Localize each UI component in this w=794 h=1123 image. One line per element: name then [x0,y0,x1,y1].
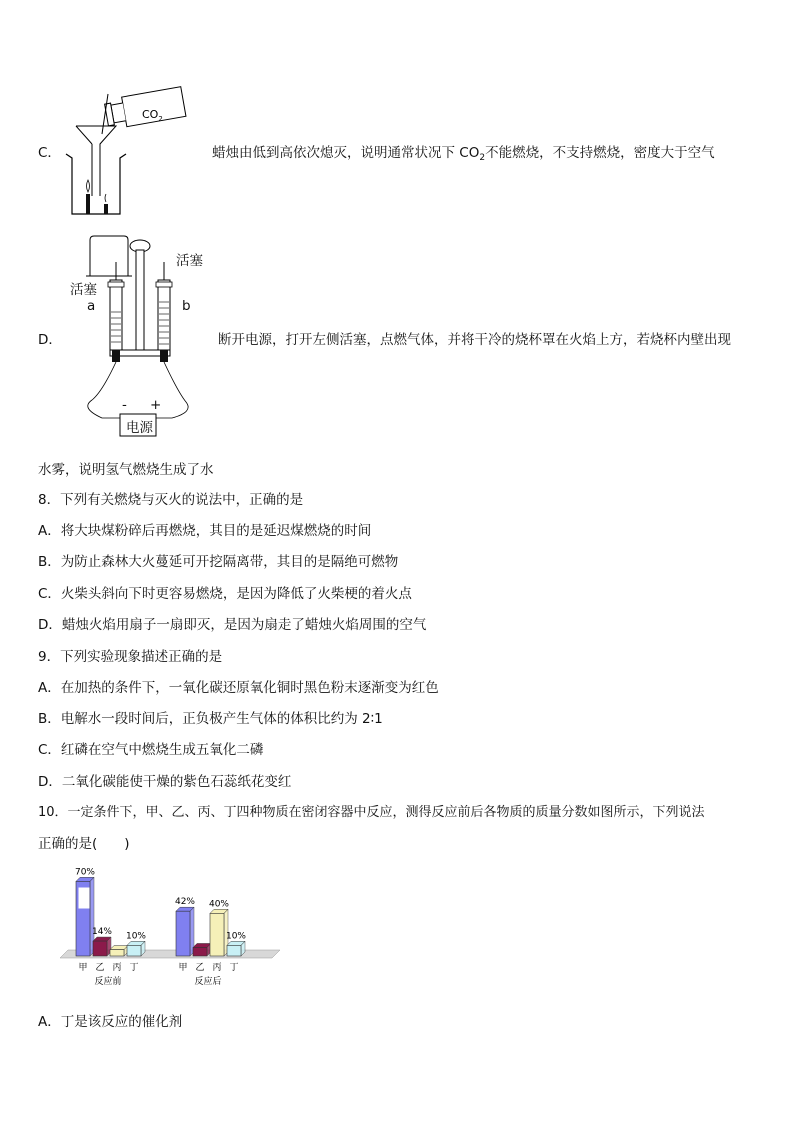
data-label-0-3: 10% [125,931,147,942]
question-9-stem: 9．下列实验现象描述正确的是 [38,649,223,665]
category-label-1-1: 乙 [195,963,205,973]
group-label-0: 反应前 [94,977,122,987]
data-label-1-3: 10% [225,931,247,942]
mass-fraction-chart [60,866,280,988]
data-label-1-0: 42% [174,897,196,908]
question-9-option-c: C．红磷在空气中燃烧生成五氧化二磷 [38,742,264,758]
question-10-option-a: A．丁是该反应的催化剂 [38,1014,183,1030]
bar-反应后-乙 [193,947,207,956]
data-label-0-0: 70% [74,867,96,878]
option-c-letter: C． [38,145,61,161]
question-8-option-b: B．为防止森林大火蔓延可开挖隔离带，其目的是隔绝可燃物 [38,554,399,570]
question-9-option-a: A．在加热的条件下，一氧化碳还原氧化铜时黑色粉末逐渐变为红色 [38,680,439,696]
bar-反应前-乙 [93,941,107,956]
co2-bottle-label: $CO_2$ [142,108,163,123]
option-d-text-cont: 水雾，说明氢气燃烧生成了水 [38,462,214,478]
question-9-option-d: D．二氧化碳能使干燥的紫色石蕊纸花变红 [38,774,292,790]
bar-反应前-丙 [110,950,124,956]
bar-notch [79,888,89,908]
category-label-0-3: 丁 [129,963,139,973]
category-label-1-3: 丁 [229,963,239,973]
co2-pouring-figure [62,86,197,221]
tube-b-label: b [182,298,191,314]
stopcock-label-right: 活塞 [176,253,203,269]
category-label-0-0: 甲 [78,963,88,973]
data-label-0-1: 14% [91,927,113,938]
question-10-stem-line1: 10．一定条件下，甲、乙、丙、丁四种物质在密闭容器中反应，测得反应前后各物质的质量分数如图所示，下列说法 [38,805,705,820]
group-label-1: 反应后 [194,977,222,987]
data-label-1-2: 40% [208,899,230,910]
bar-反应后-丁 [227,945,241,956]
category-label-1-2: 丙 [212,963,222,973]
question-9-option-b: B．电解水一段时间后，正负极产生气体的体积比约为 2∶1 [38,711,383,727]
question-8-stem: 8．下列有关燃烧与灭火的说法中，正确的是 [38,492,304,508]
category-label-1-0: 甲 [178,963,188,973]
category-label-0-1: 乙 [95,963,105,973]
question-8-option-d: D．蜡烛火焰用扇子一扇即灭，是因为扇走了蜡烛火焰周围的空气 [38,617,427,633]
option-c-text: 蜡烛由低到高依次熄灭，说明通常状况下 $CO_2$不能燃烧，不支持燃烧，密度大于空气 [212,145,715,163]
question-10-stem-line2: 正确的是( ) [38,836,130,852]
option-d-letter: D． [38,332,62,348]
power-label: 电源 [126,420,153,436]
question-8-option-a: A．将大块煤粉碎后再燃烧，其目的是延迟煤燃烧的时间 [38,523,372,539]
bar-反应前-丁 [127,945,141,956]
question-8-option-c: C．火柴头斜向下时更容易燃烧，是因为降低了火柴梗的着火点 [38,586,412,602]
bar-反应后-丙 [210,913,224,956]
category-label-0-2: 丙 [112,963,122,973]
plus-label: + [150,397,162,413]
option-d-text: 断开电源，打开左侧活塞，点燃气体，并将干冷的烧杯罩在火焰上方，若烧杯内壁出现 [218,332,731,348]
stopcock-label-left: 活塞 [70,282,97,298]
bar-反应后-甲 [176,911,190,956]
minus-label: - [122,397,127,413]
tube-a-label: a [87,298,96,314]
